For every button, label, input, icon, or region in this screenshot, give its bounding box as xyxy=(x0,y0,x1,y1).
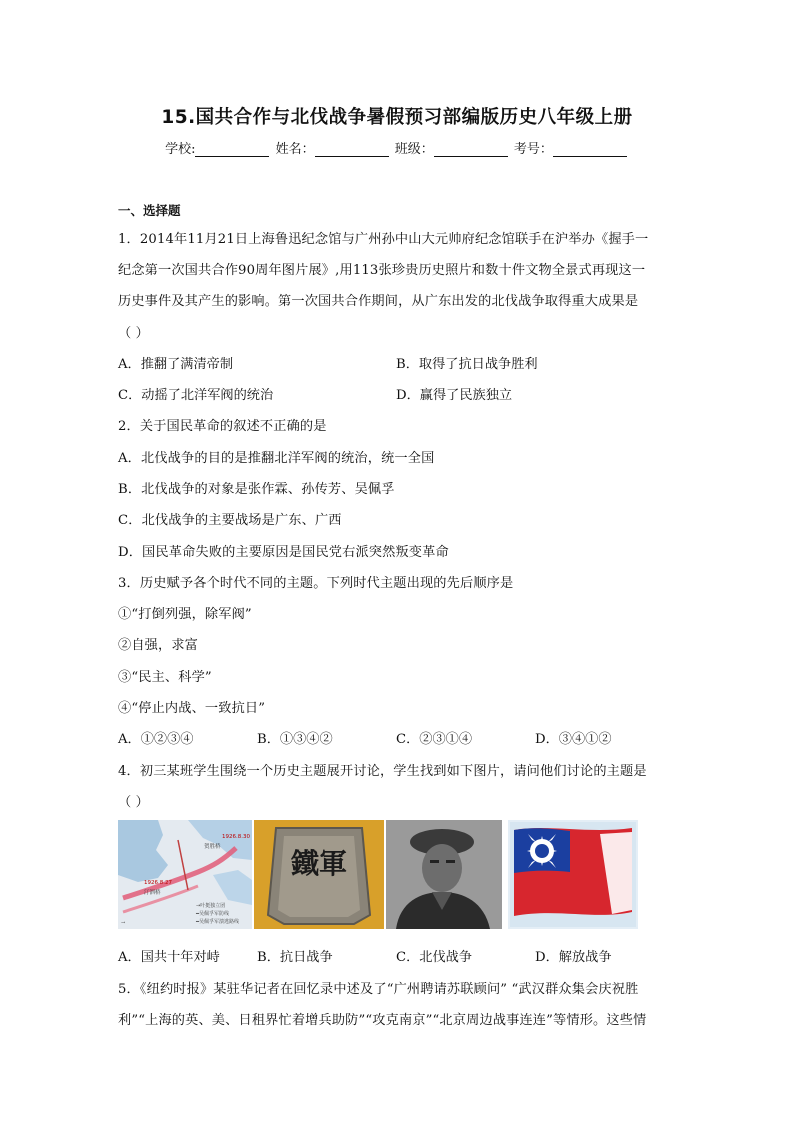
flag-graphic xyxy=(508,820,638,929)
q1-option-a[interactable]: A．推翻了满清帝制 xyxy=(118,357,234,372)
map-legend-2: ━吴佩孚军防线 xyxy=(196,911,230,917)
exam-number-label: 考号： xyxy=(513,142,553,157)
map-label-hesheng: 贺胜桥 xyxy=(204,844,221,850)
q2-option-a[interactable]: A．北伐战争的目的是推翻北洋军阀的统治，统一全国 xyxy=(118,451,435,466)
flag-image xyxy=(508,820,638,929)
q2-option-d[interactable]: D．国民革命失败的主要原因是国民党右派突然叛变革命 xyxy=(118,545,449,560)
q4-image-strip xyxy=(118,820,638,932)
q2-option-b[interactable]: B．北伐战争的对象是张作霖、孙传芳、吴佩孚 xyxy=(118,482,395,497)
q3-item: ①“打倒列强，除军阀” xyxy=(118,607,252,622)
q2-stem: 2．关于国民革命的叙述不正确的是 xyxy=(118,419,327,434)
school-label: 学校: xyxy=(165,142,196,157)
name-label: 姓名： xyxy=(275,142,315,157)
q4-line: （ ） xyxy=(118,795,150,810)
q3-option-c[interactable]: C．②③①④ xyxy=(396,732,473,747)
q3-options-row xyxy=(118,728,612,747)
q1-option-b[interactable]: B．取得了抗日战争胜利 xyxy=(396,357,538,372)
iron-army-badge-image xyxy=(254,820,384,929)
q5-line: 5．《纽约时报》某驻华记者在回忆录中述及了“广州聘请苏联顾问” “武汉群众集会庆祝胜 xyxy=(118,982,639,997)
portrait-photo xyxy=(386,820,502,929)
page-title: 15.国共合作与北伐战争暑假预习部编版历史八年级上册 xyxy=(161,107,633,128)
map-label-date2: 1926.8.27 xyxy=(144,880,172,886)
portrait-graphic xyxy=(386,820,502,929)
q1-line: 纪念第一次国共合作90周年图片展》,用113张珍贵历史照片和数十件文物全景式再现这一 xyxy=(118,263,646,278)
q3-item: ②自强，求富 xyxy=(118,638,199,653)
q3-stem: 3．历史赋予各个时代不同的主题。下列时代主题出现的先后顺序是 xyxy=(118,576,514,591)
school-blank[interactable] xyxy=(195,142,269,157)
q1-option-c[interactable]: C．动摇了北洋军阀的统治 xyxy=(118,388,274,403)
svg-text:→: → xyxy=(121,920,126,926)
q4-option-a[interactable]: A．国共十年对峙 xyxy=(118,950,220,965)
q3-item: ③“民主、科学” xyxy=(118,670,212,685)
q3-option-b[interactable]: B．①③④② xyxy=(257,732,333,747)
class-blank[interactable] xyxy=(434,142,508,157)
q4-option-c[interactable]: C．北伐战争 xyxy=(396,950,473,965)
q4-line: 4．初三某班学生围绕一个历史主题展开讨论，学生找到如下图片，请问他们讨论的主题是 xyxy=(118,764,647,779)
q1-line: 历史事件及其产生的影响。第一次国共合作期间，从广东出发的北伐战争取得重大成果是 xyxy=(118,294,639,309)
q1-options-row xyxy=(118,353,538,372)
map-legend-3: ━吴佩孚军溃逃路线 xyxy=(196,919,240,925)
map-label-tingsi: 汀泗桥 xyxy=(144,890,161,896)
battle-map-image xyxy=(118,820,252,929)
q1-line: （ ） xyxy=(118,326,150,341)
q3-option-d[interactable]: D．③④①② xyxy=(535,732,612,747)
badge-text: 鐵軍 xyxy=(290,847,347,880)
q1-options-row xyxy=(118,384,512,403)
map-label-date1: 1926.8.30 xyxy=(222,834,250,840)
q2-option-c[interactable]: C．北伐战争的主要战场是广东、广西 xyxy=(118,513,342,528)
student-info-line xyxy=(0,138,794,157)
q1-option-d[interactable]: D．赢得了民族独立 xyxy=(396,388,513,403)
section-title: 一、选择题 xyxy=(118,203,181,218)
name-blank[interactable] xyxy=(315,142,389,157)
q3-item: ④“停止内战、一致抗日” xyxy=(118,701,266,716)
class-label: 班级： xyxy=(394,142,434,157)
exam-number-blank[interactable] xyxy=(553,142,627,157)
map-legend-1: →叶挺独立团 xyxy=(196,903,226,909)
q4-option-b[interactable]: B．抗日战争 xyxy=(257,950,333,965)
q3-option-a[interactable]: A．①②③④ xyxy=(118,732,194,747)
q5-line: 利”“上海的英、美、日租界忙着增兵助防”“攻克南京”“北京周边战事连连”等情形。这些情 xyxy=(118,1013,647,1028)
q4-option-d[interactable]: D．解放战争 xyxy=(535,950,612,965)
q1-line: 1．2014年11月21日上海鲁迅纪念馆与广州孙中山大元帅府纪念馆联手在沪举办《握手一 xyxy=(118,232,649,247)
q4-options-row xyxy=(118,946,612,965)
